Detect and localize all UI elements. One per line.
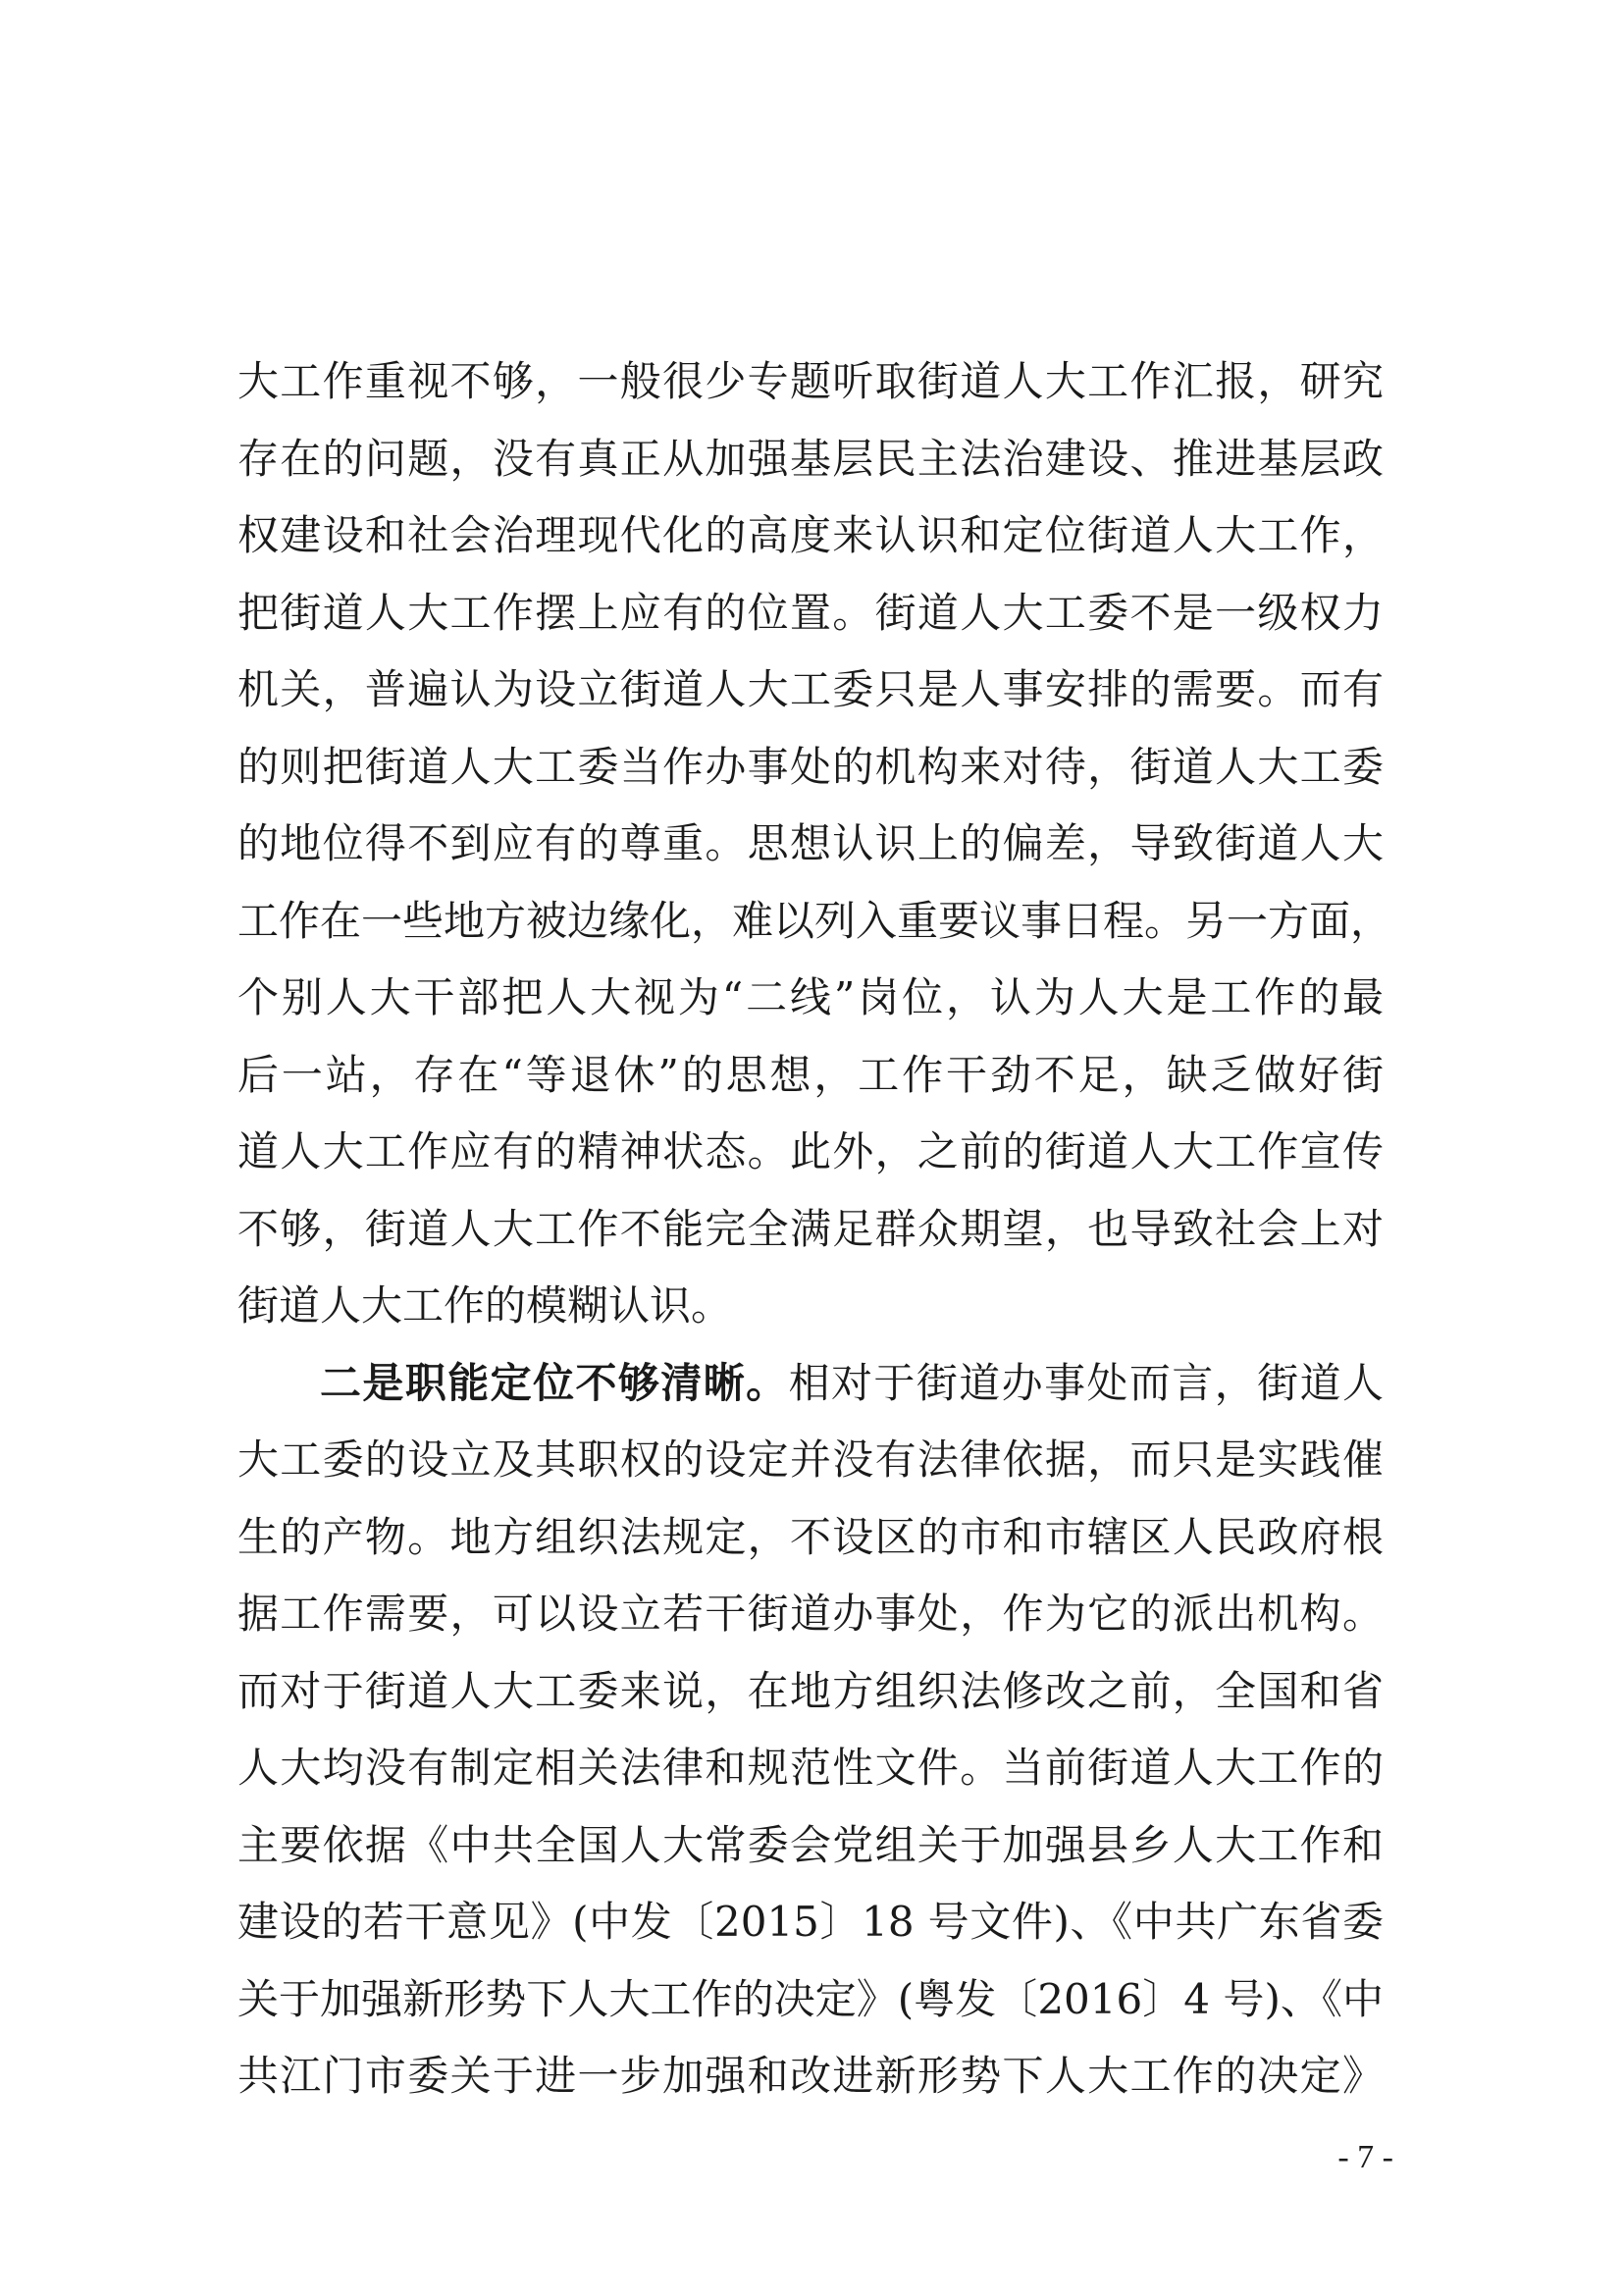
paragraph-1	[237, 343, 1392, 1345]
text-line: 而对于街道人大工委来说，在地方组织法修改之前，全国和省	[237, 1666, 1384, 1715]
text-line: 大工作重视不够，一般很少专题听取街道人大工作汇报，研究	[237, 357, 1384, 405]
text-line: 关于加强新形势下人大工作的决定》(粤发〔2016〕4 号)、《中	[237, 1974, 1384, 2023]
text-line: 把街道人大工作摆上应有的位置。街道人大工委不是一级权力	[237, 588, 1384, 637]
text-line: 大工委的设立及其职权的设定并没有法律依据，而只是实践催	[237, 1435, 1384, 1484]
text-line: 不够，街道人大工作不能完全满足群众期望，也导致社会上对	[237, 1204, 1384, 1253]
body-text	[237, 343, 1392, 2115]
text-line: 的则把街道人大工委当作办事处的机构来对待，街道人大工委	[237, 742, 1384, 791]
text-line: 工作在一些地方被边缘化，难以列入重要议事日程。另一方面，	[237, 896, 1392, 945]
paragraph-2	[237, 1345, 1384, 2115]
text-line: 据工作需要，可以设立若干街道办事处，作为它的派出机构。	[237, 1590, 1384, 1638]
text-line: 道人大工作应有的精神状态。此外，之前的街道人大工作宣传	[237, 1127, 1384, 1175]
page-number: - 7 -	[1337, 2139, 1393, 2175]
text-line: 个别人大干部把人大视为“二线”岗位，认为人大是工作的最	[237, 973, 1384, 1021]
text-line: 权建设和社会治理现代化的高度来认识和定位街道人大工作，	[237, 511, 1384, 559]
text-line: 主要依据《中共全国人大常委会党组关于加强县乡人大工作和	[237, 1820, 1384, 1869]
text-line: 共江门市委关于进一步加强和改进新形势下人大工作的决定》	[237, 2052, 1384, 2100]
text-line: 生的产物。地方组织法规定，不设区的市和市辖区人民政府根	[237, 1512, 1384, 1561]
text-line: 后一站，存在“等退休”的思想，工作干劲不足，缺乏做好街	[237, 1050, 1384, 1099]
text-line: 街道人大工作的模糊认识。	[237, 1281, 733, 1330]
text-line: 机关，普遍认为设立街道人大工委只是人事安排的需要。而有	[237, 665, 1384, 713]
text-line: 人大均没有制定相关法律和规范性文件。当前街道人大工作的	[237, 1744, 1384, 1792]
text-line-first	[237, 1345, 1384, 1423]
first-line-text: 相对于街道办事处而言，街道人	[788, 1358, 1384, 1407]
text-line: 建设的若干意见》(中发〔2015〕18 号文件)、《中共广东省委	[237, 1898, 1384, 1946]
text-line: 存在的问题，没有真正从加强基层民主法治建设、推进基层政	[237, 434, 1384, 483]
section-heading: 二是职能定位不够清晰。	[320, 1358, 789, 1407]
text-line: 的地位得不到应有的尊重。思想认识上的偏差，导致街道人大	[237, 819, 1384, 867]
